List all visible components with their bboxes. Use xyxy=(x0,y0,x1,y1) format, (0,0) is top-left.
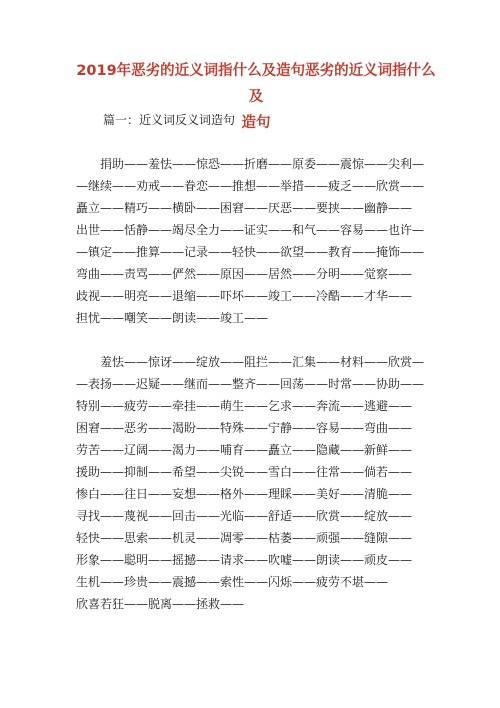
word-paragraph-1 xyxy=(76,153,436,329)
text-line: 担忧——嘲笑——朗读——竣工—— xyxy=(76,311,269,325)
text-line: —镇定——推算——记录——轻快——欲望——教育——掩饰—— xyxy=(76,245,425,259)
text-line: 出世——恬静——竭尽全力——证实——和气——容易——也许— xyxy=(76,223,425,237)
text-line: 生机——珍贵——震撼——索性——闪烁——疲劳不堪—— xyxy=(76,575,389,589)
text-line: —继续——劝戒——眷恋——推想——举措——疲乏——欣赏—— xyxy=(76,179,425,193)
text-line: 歧视——明亮——退缩——吓坏——竣工——冷酷——才华—— xyxy=(76,289,413,303)
text-line: 寻找——蔑视——回击——光临——舒适——欣赏——绽放—— xyxy=(76,509,413,523)
text-line: 劳苦——辽阔——渴力——哺育——矗立——隐藏——新鲜—— xyxy=(76,443,413,457)
text-line: 欣喜若狂——脱离——拯救—— xyxy=(76,597,245,611)
word-paragraph-2 xyxy=(76,351,436,615)
section-heading: 篇一：近义词反义词造句 xyxy=(103,113,236,127)
title-line-1: 2019年恶劣的近义词指什么及造句恶劣的近义词指什么及 xyxy=(76,63,436,105)
text-line: 轻快——思索——机灵——凋零——枯萎——顽强——缝隙—— xyxy=(76,531,413,545)
text-line: 困窘——恶劣——渴盼——特殊——宁静——容易——弯曲—— xyxy=(76,421,413,435)
text-line: 特别——疲劳——牵挂——萌生——乞求——奔流——逃避—— xyxy=(76,399,413,413)
text-line: 惨白——往日——妄想——格外——理睬——美好——清脆—— xyxy=(76,487,413,501)
text-line: 弯曲——责骂——俨然——原因——居然——分明——觉察—— xyxy=(76,267,413,281)
title-line-2: 造句 xyxy=(241,115,271,131)
text-line: —表扬——迟疑——继而——整齐——回荡——时常——协助—— xyxy=(76,377,425,391)
text-line: 援助——抑制——希望——尖锐——雪白——往常——倘若—— xyxy=(76,465,413,479)
text-line: 形象——聪明——摇撼——请求——吹嘘——朗读——顽皮—— xyxy=(76,553,413,567)
text-line: 矗立——精巧——横卧——困窘——厌恶——要挟——幽静—— xyxy=(76,201,413,215)
text-line: 羞怯——惊讶——绽放——阻拦——汇集——材料——欣赏— xyxy=(76,355,425,369)
text-line: 捐助——羞怯——惊恐——折磨——原委——震惊——尖利— xyxy=(76,157,425,171)
